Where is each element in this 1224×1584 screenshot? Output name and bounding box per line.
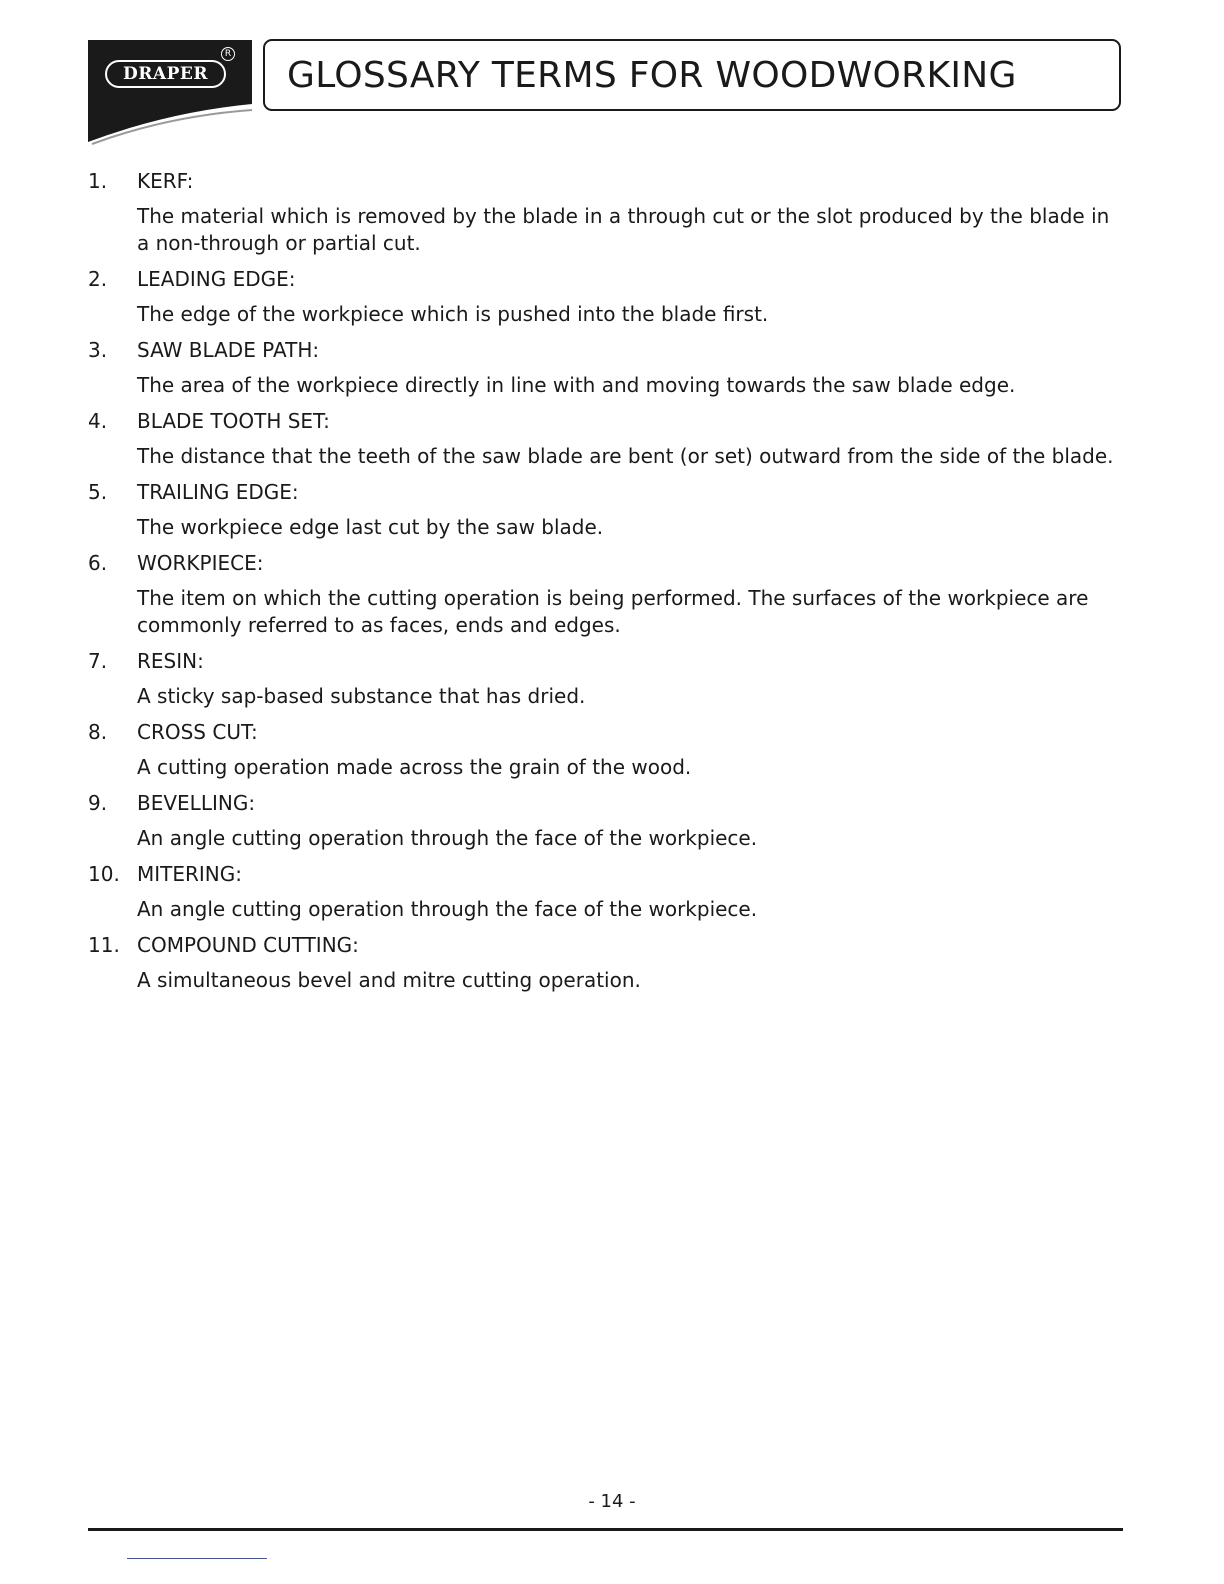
page-title: GLOSSARY TERMS FOR WOODWORKING <box>287 55 1017 96</box>
glossary-term: CROSS CUT: <box>137 720 258 744</box>
entry-number: 5. <box>88 480 108 504</box>
glossary-term: TRAILING EDGE: <box>137 480 299 504</box>
glossary-definition: An angle cutting operation through the face of the workpiece. <box>137 826 758 850</box>
glossary-entry <box>88 788 1118 852</box>
glossary-entry <box>88 717 1118 781</box>
entry-number: 9. <box>88 791 108 815</box>
glossary-definition: A simultaneous bevel and mitre cutting operation. <box>137 968 641 992</box>
glossary-definition: The area of the workpiece directly in line with and moving towards the saw blade edge. <box>137 373 1016 397</box>
glossary-term: COMPOUND CUTTING: <box>137 933 359 957</box>
glossary-definition: The distance that the teeth of the saw blade are bent (or set) outward from the side of the blade. <box>137 444 1114 468</box>
glossary-entry <box>88 859 1118 923</box>
glossary-definition: An angle cutting operation through the face of the workpiece. <box>137 897 758 921</box>
glossary-term: BEVELLING: <box>137 791 256 815</box>
glossary-definition: The workpiece edge last cut by the saw blade. <box>137 515 604 539</box>
glossary-entry <box>88 166 1118 257</box>
glossary-entry <box>88 335 1118 399</box>
glossary-term: MITERING: <box>137 862 242 886</box>
brand-name: DRAPER <box>105 60 226 88</box>
entry-number: 10. <box>88 862 120 886</box>
glossary-entry <box>88 477 1118 541</box>
entry-number: 2. <box>88 267 108 291</box>
brand-logo <box>88 40 252 146</box>
entry-number: 11. <box>88 933 120 957</box>
footer-link-underline <box>127 1558 267 1559</box>
glossary-term: RESIN: <box>137 649 204 673</box>
entry-number: 1. <box>88 169 108 193</box>
glossary-term: SAW BLADE PATH: <box>137 338 320 362</box>
entry-number: 7. <box>88 649 108 673</box>
entry-number: 6. <box>88 551 108 575</box>
glossary-list <box>88 166 1118 1001</box>
glossary-entry <box>88 930 1118 994</box>
glossary-entry <box>88 264 1118 328</box>
glossary-definition: A cutting operation made across the grain of the wood. <box>137 755 692 779</box>
glossary-entry <box>88 548 1118 639</box>
glossary-definition: The item on which the cutting operation is being performed. The surfaces of the workpiece are commonly referred to as faces, ends and edges. <box>137 586 1089 637</box>
glossary-term: KERF: <box>137 169 194 193</box>
glossary-definition: The material which is removed by the blade in a through cut or the slot produced by the blade in a non-through or partial cut. <box>137 204 1110 255</box>
glossary-term: WORKPIECE: <box>137 551 264 575</box>
registered-trademark-icon: R <box>221 47 235 61</box>
entry-number: 3. <box>88 338 108 362</box>
glossary-definition: A sticky sap-based substance that has dried. <box>137 684 586 708</box>
glossary-term: BLADE TOOTH SET: <box>137 409 330 433</box>
glossary-entry <box>88 406 1118 470</box>
page-number: - 14 - <box>588 1491 636 1512</box>
footer-divider <box>88 1528 1123 1531</box>
glossary-entry <box>88 646 1118 710</box>
title-box <box>263 39 1121 111</box>
entry-number: 8. <box>88 720 108 744</box>
glossary-term: LEADING EDGE: <box>137 267 296 291</box>
entry-number: 4. <box>88 409 108 433</box>
glossary-definition: The edge of the workpiece which is pushed into the blade first. <box>137 302 769 326</box>
